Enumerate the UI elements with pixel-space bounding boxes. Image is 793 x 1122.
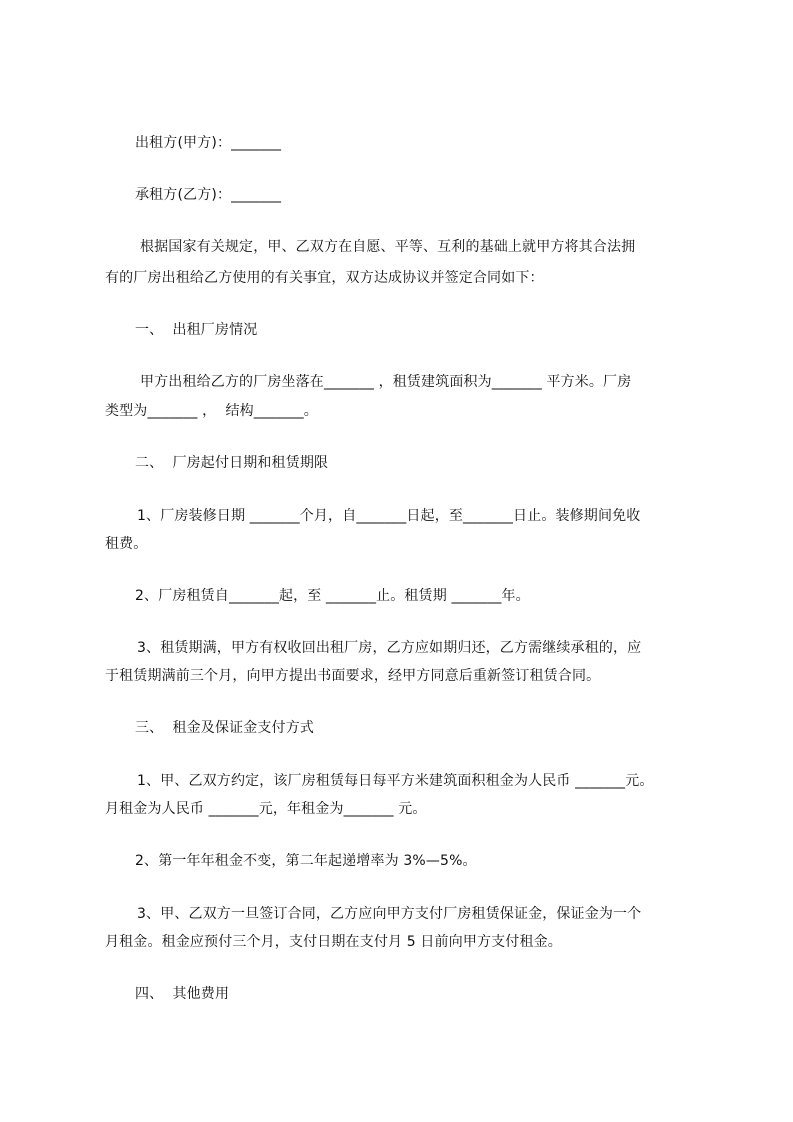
section-3-item-2: 2、第一年年租金不变，第二年起递增率为 3%—5%。 — [135, 853, 477, 869]
section-3-item-3-line-1: 3、甲、乙双方一旦签订合同，乙方应向甲方支付厂房租赁保证金，保证金为一个 — [137, 906, 642, 922]
party-b-line: 承租方(乙方)：_______ — [135, 187, 282, 203]
section-1-line-1: 甲方出租给乙方的厂房坐落在_______ ，租赁建筑面积为_______ 平方米。厂房 — [140, 374, 632, 390]
section-2-heading: 二、 厂房起付日期和租赁期限 — [135, 455, 329, 471]
section-1-heading: 一、 出租厂房情况 — [135, 322, 258, 338]
party-a-line: 出租方(甲方)：_______ — [135, 135, 282, 151]
section-4-heading: 四、 其他费用 — [135, 986, 230, 1002]
section-2-item-1-line-2: 租费。 — [105, 536, 148, 552]
section-2-item-2: 2、厂房租赁自_______起，至 _______止。租赁期 _______年。 — [135, 588, 530, 604]
section-3-item-1-line-2: 月租金为人民币 _______元，年租金为_______ 元。 — [105, 801, 427, 817]
section-3-item-3-line-2: 月租金。租金应预付三个月，支付日期在支付月 5 日前向甲方支付租金。 — [105, 934, 562, 950]
section-2-item-3-line-2: 于租赁期满前三个月，向甲方提出书面要求，经甲方同意后重新签订租赁合同。 — [105, 668, 601, 684]
intro-line-2: 有的厂房出租给乙方使用的有关事宜，双方达成协议并签定合同如下： — [105, 270, 544, 286]
section-1-line-2: 类型为_______ ， 结构_______。 — [105, 403, 318, 419]
section-3-heading: 三、 租金及保证金支付方式 — [135, 720, 314, 736]
section-3-item-1-line-1: 1、甲、乙双方约定，该厂房租赁每日每平方米建筑面积租金为人民币 _______元。 — [137, 773, 654, 789]
intro-line-1: 根据国家有关规定，甲、乙双方在自愿、平等、互利的基础上就甲方将其合法拥 — [140, 239, 636, 255]
section-2-item-1-line-1: 1、厂房装修日期 _______个月，自_______日起，至_______日止。装修期间免收 — [137, 508, 641, 524]
section-2-item-3-line-1: 3、租赁期满，甲方有权收回出租厂房，乙方应如期归还，乙方需继续承租的，应 — [137, 640, 642, 656]
